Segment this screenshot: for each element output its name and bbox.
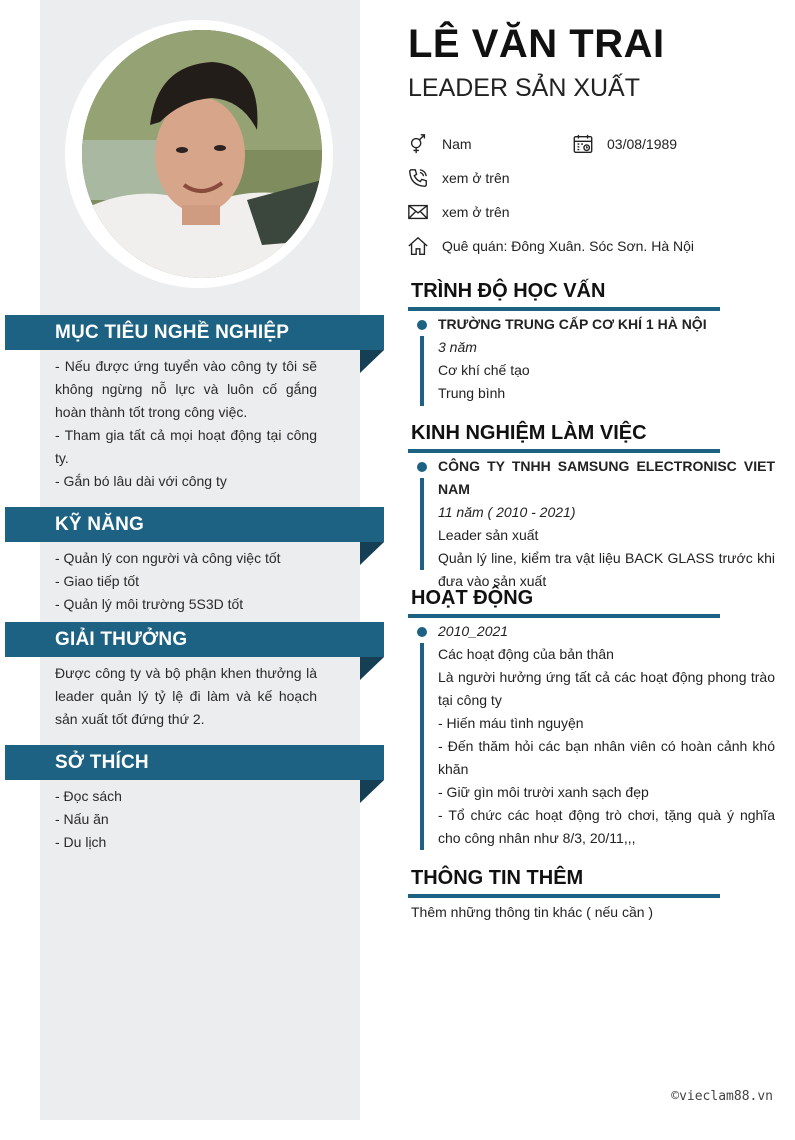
- home-icon: [407, 235, 429, 257]
- timeline-dot: [417, 462, 427, 472]
- timeline-bar: [420, 643, 424, 850]
- section-title-activities: HOẠT ĐỘNG: [411, 587, 534, 609]
- hobby-line: - Nấu ăn: [55, 811, 109, 827]
- section-underline: [408, 894, 720, 898]
- education-grade: Trung bình: [438, 385, 506, 401]
- avatar: [82, 30, 322, 278]
- experience-entry: [438, 455, 775, 593]
- education-duration: 3 năm: [438, 339, 477, 355]
- section-title-additional: THÔNG TIN THÊM: [411, 867, 584, 889]
- school-name: TRƯỜNG TRUNG CẤP CƠ KHÍ 1 HÀ NỘI: [438, 316, 707, 332]
- email-icon: [407, 201, 429, 223]
- hobbies-text: [55, 785, 317, 854]
- education-entry: [438, 313, 775, 405]
- experience-role: Leader sản xuất: [438, 527, 539, 543]
- additional-text: Thêm những thông tin khác ( nếu cần ): [411, 904, 654, 920]
- section-header-hobbies: SỞ THÍCH: [5, 745, 384, 780]
- skill-line: - Quản lý con người và công việc tốt: [55, 550, 281, 566]
- hobby-line: - Đọc sách: [55, 788, 122, 804]
- candidate-name: LÊ VĂN TRAI: [408, 22, 665, 66]
- company-name: CÔNG TY TNHH SAMSUNG ELECTRONISC VIET NAM: [438, 458, 775, 497]
- ribbon-fold: [360, 542, 384, 565]
- skills-text: [55, 547, 317, 616]
- hobby-line: - Du lịch: [55, 834, 107, 850]
- skill-line: - Giao tiếp tốt: [55, 573, 140, 589]
- email-row: [407, 200, 510, 224]
- section-title-education: TRÌNH ĐỘ HỌC VẤN: [411, 280, 606, 302]
- activities-heading: Các hoạt động của bản thân: [438, 646, 614, 662]
- activity-line: - Tổ chức các hoạt động trò chơi, tặng quà ý nghĩa cho công nhân như 8/3, 20/11,,,: [438, 807, 775, 846]
- hometown-value: Quê quán: Đông Xuân. Sóc Sơn. Hà Nội: [442, 238, 694, 254]
- awards-text: [55, 662, 317, 731]
- section-header-skills: KỸ NĂNG: [5, 507, 384, 542]
- section-underline: [408, 449, 720, 453]
- experience-period: 11 năm ( 2010 - 2021): [438, 504, 576, 520]
- activity-line: - Đến thăm hỏi các bạn nhân viên có hoàn cảnh khó khăn: [438, 738, 775, 777]
- birthday-row: [572, 132, 677, 156]
- section-underline: [408, 307, 720, 311]
- activities-period: 2010_2021: [438, 623, 509, 639]
- hometown-row: [407, 234, 694, 258]
- gender-value: Nam: [442, 136, 472, 152]
- ribbon-fold: [360, 780, 384, 803]
- objective-line: - Gắn bó lâu dài với công ty: [55, 473, 227, 489]
- timeline-bar: [420, 478, 424, 570]
- job-title: LEADER SẢN XUẤT: [408, 74, 641, 102]
- timeline-bar: [420, 336, 424, 406]
- phone-value: xem ở trên: [442, 170, 510, 186]
- gender-icon: [407, 133, 429, 155]
- timeline-dot: [417, 627, 427, 637]
- activity-line: - Giữ gìn môi trười xanh sạch đẹp: [438, 784, 649, 800]
- skill-line: - Quản lý môi trường 5S3D tốt: [55, 596, 244, 612]
- ribbon-fold: [360, 657, 384, 680]
- section-title-experience: KINH NGHIỆM LÀM VIỆC: [411, 422, 647, 444]
- gender-row: [407, 132, 472, 156]
- award-line: Được công ty và bộ phận khen thưởng là leader quản lý tỷ lệ đi làm và kế hoạch sản xuất tốt đứng thứ 2.: [55, 665, 317, 727]
- email-value: xem ở trên: [442, 204, 510, 220]
- activities-entry: [438, 620, 775, 850]
- activity-line: Là người hưởng ứng tất cả các hoạt động phong trào tại công ty: [438, 669, 775, 708]
- avatar-photo: [82, 30, 322, 278]
- education-major: Cơ khí chế tạo: [438, 362, 530, 378]
- timeline-dot: [417, 320, 427, 330]
- section-underline: [408, 614, 720, 618]
- experience-description: Quản lý line, kiểm tra vật liệu BACK GLASS trước khi đưa vào sản xuất: [438, 550, 775, 589]
- phone-row: [407, 166, 510, 190]
- section-header-objective: MỤC TIÊU NGHỀ NGHIỆP: [5, 315, 384, 350]
- phone-icon: [407, 167, 429, 189]
- objective-text: [55, 355, 317, 493]
- calendar-icon: [572, 133, 594, 155]
- ribbon-fold: [360, 350, 384, 373]
- section-header-awards: GIẢI THƯỞNG: [5, 622, 384, 657]
- objective-line: - Tham gia tất cả mọi hoạt động tại công ty.: [55, 427, 317, 466]
- watermark: ©vieclam88.vn: [671, 1089, 773, 1104]
- birthday-value: 03/08/1989: [607, 136, 678, 152]
- activity-line: - Hiến máu tình nguyện: [438, 715, 584, 731]
- objective-line: - Nếu được ứng tuyển vào công ty tôi sẽ không ngừng nỗ lực và luôn cố gắng hoàn thành tốt trong công việc.: [55, 358, 317, 420]
